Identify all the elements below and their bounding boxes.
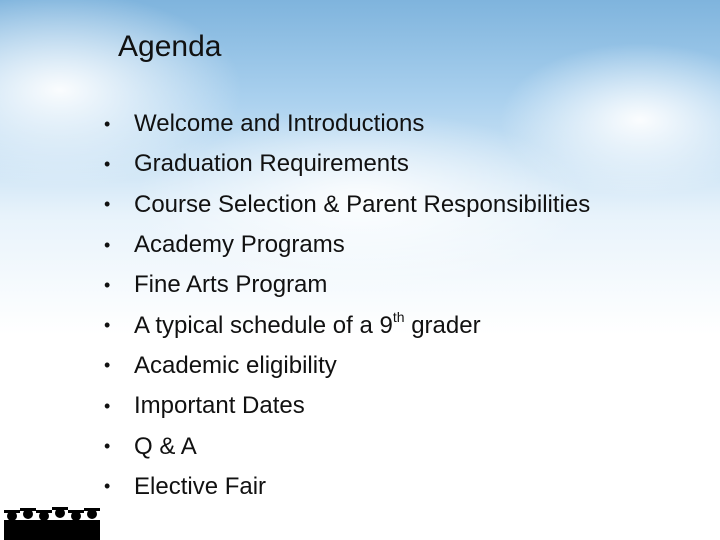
agenda-item: [104, 104, 590, 144]
agenda-item: [104, 144, 590, 184]
bullet: •: [104, 395, 111, 416]
agenda-item-text: Q & A: [134, 432, 197, 460]
agenda-item-text: Academic eligibility: [134, 351, 337, 379]
agenda-item-text-part: A typical schedule of a 9: [134, 312, 393, 340]
agenda-item-text: Elective Fair: [134, 472, 267, 500]
agenda-list: [104, 104, 590, 507]
agenda-item: [104, 386, 590, 426]
graduates-silhouette-icon: [4, 507, 100, 540]
bullet: •: [104, 274, 111, 295]
agenda-item: [104, 185, 590, 225]
agenda-item-text: Welcome and Introductions: [134, 110, 425, 138]
bullet: •: [104, 234, 111, 255]
agenda-item: [104, 467, 590, 507]
agenda-item-text: Graduation Requirements: [134, 150, 409, 178]
agenda-item: [104, 426, 590, 466]
bullet: •: [104, 194, 111, 215]
bullet: •: [104, 113, 111, 134]
slide-title: Agenda: [118, 30, 222, 63]
ordinal-suffix: th: [392, 309, 405, 326]
agenda-item: [104, 305, 590, 345]
bullet: •: [104, 476, 111, 497]
bullet: •: [104, 315, 111, 336]
agenda-item: [104, 225, 590, 265]
agenda-item-text: Important Dates: [134, 392, 305, 420]
agenda-item: [104, 346, 590, 386]
agenda-item-text: Course Selection & Parent Responsibilities: [134, 190, 591, 218]
bullet: •: [104, 436, 111, 457]
agenda-item-text: [134, 311, 481, 340]
agenda-item: [104, 265, 590, 305]
agenda-item-text: Academy Programs: [134, 231, 345, 259]
bullet: •: [104, 355, 111, 376]
bullet: •: [104, 153, 111, 174]
agenda-item-text: Fine Arts Program: [134, 271, 328, 299]
agenda-item-text-part: grader: [404, 312, 481, 340]
